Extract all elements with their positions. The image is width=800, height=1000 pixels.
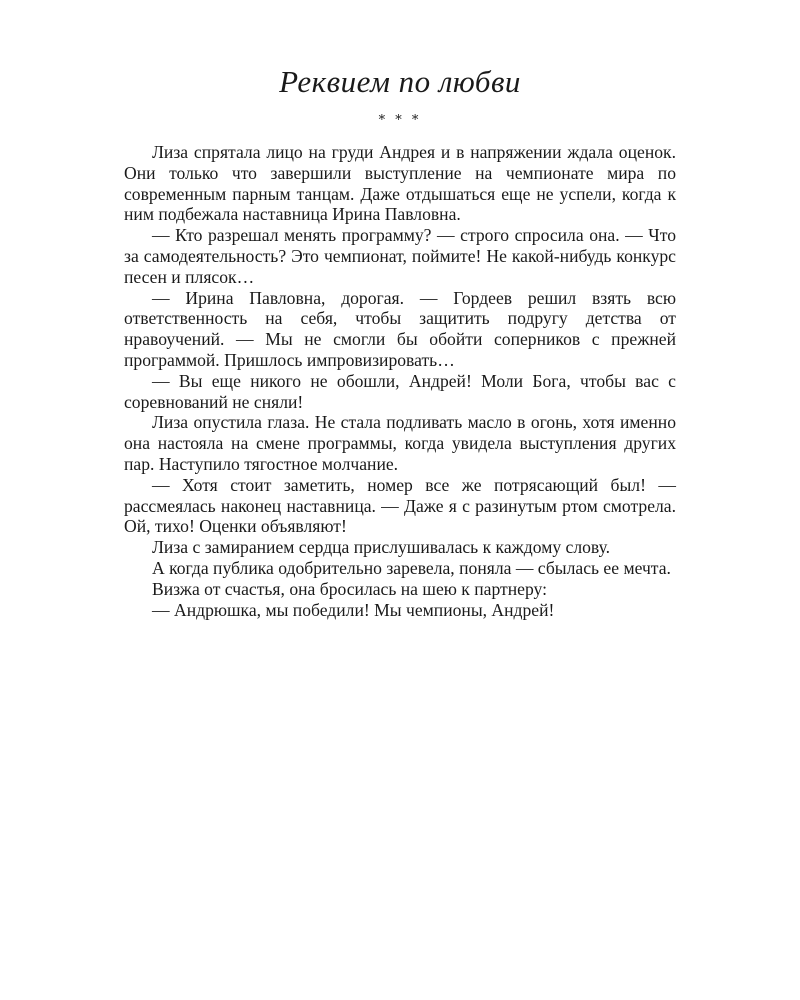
paragraph: А когда публика одобрительно заревела, поняла — сбылась ее мечта.	[152, 557, 671, 578]
paragraph: — Андрюшка, мы победили! Мы чемпионы, Андрей!	[152, 599, 555, 620]
paragraph: — Ирина Павловна, дорогая. — Гордеев решил взять всю ответственность на себя, чтобы защитить подругу детства от нравоучений. — Мы не смогли бы обойти соперников с прежней программой. Пришлось импровизировать…	[124, 287, 676, 370]
chapter-title: Реквием по любви	[279, 64, 521, 99]
paragraph: — Кто разрешал менять программу? — строго спросила она. — Что за самодеятельность? Это чемпионат, поймите! Не какой-нибудь конкурс песен и плясок…	[124, 225, 676, 287]
chapter-body	[124, 142, 676, 620]
paragraph: — Вы еще никого не обошли, Андрей! Моли Бога, чтобы вас с соревнований не сняли!	[124, 370, 676, 412]
paragraph: Лиза спрятала лицо на груди Андрея и в напряжении ждала оценок. Они только что завершили выступление на чемпионате мира по современным парным танцам. Даже отдышаться еще не успели, когда к ним подбежала наставница Ирина Павловна.	[124, 142, 676, 225]
paragraph: Лиза опустила глаза. Не стала подливать масло в огонь, хотя именно она настояла на смене программы, когда увидела выступления других пар. Наступило тягостное молчание.	[124, 412, 676, 474]
paragraph: — Хотя стоит заметить, номер все же потрясающий был! — рассмеялась наконец наставница. — Даже я с разинутым ртом смотрела. Ой, тихо! Оценки объявляют!	[124, 474, 676, 537]
book-page	[124, 62, 676, 620]
paragraph: Лиза с замиранием сердца прислушивалась к каждому слову.	[152, 537, 611, 558]
paragraph: Визжа от счастья, она бросилась на шею к партнеру:	[152, 578, 547, 599]
section-separator: * * *	[378, 113, 422, 128]
